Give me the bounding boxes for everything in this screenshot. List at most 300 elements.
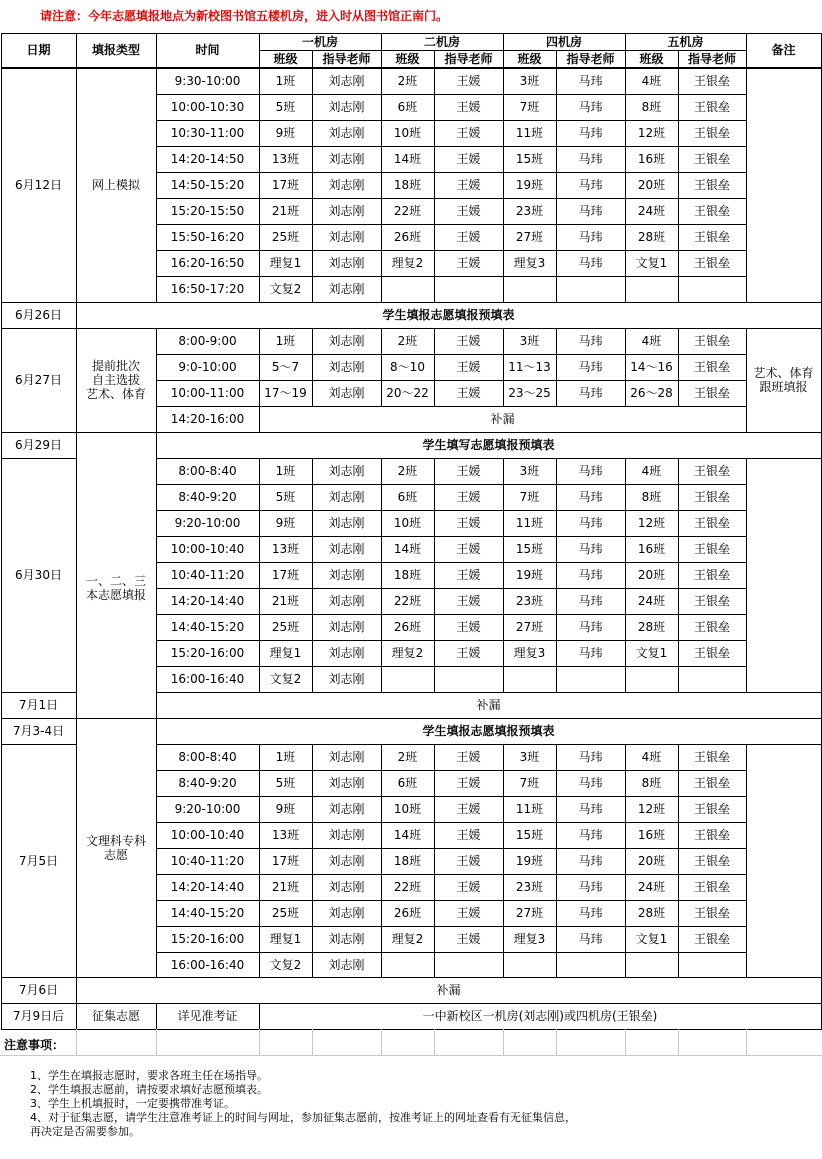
teacher-cell: 马玮 [578, 360, 603, 374]
teacher-cell: 马玮 [578, 464, 603, 478]
class-cell: 理复1 [269, 256, 302, 270]
time-cell: 8:00-9:00 [178, 334, 237, 348]
grid-line [156, 796, 747, 797]
time-cell: 16:50-17:20 [170, 282, 245, 296]
time-cell: 14:50-15:20 [170, 178, 245, 192]
grid-line [503, 33, 504, 303]
grid-line [503, 458, 504, 693]
teacher-cell: 刘志刚 [328, 672, 365, 686]
grid-line [156, 33, 157, 303]
class-cell: 理复3 [513, 256, 546, 270]
class-cell: 理复3 [513, 932, 546, 946]
class-cell: 20～22 [386, 386, 429, 400]
class-cell: 7班 [519, 776, 540, 790]
class-cell: 2班 [397, 750, 418, 764]
teacher-cell: 王媛 [456, 932, 481, 946]
time-cell: 14:20-14:40 [170, 594, 245, 608]
class-cell: 25班 [271, 620, 300, 634]
grid-line [556, 458, 557, 693]
header-room-4: 五机房 [667, 34, 704, 49]
header-class: 班级 [273, 51, 298, 66]
teacher-cell: 王银垒 [693, 464, 730, 478]
class-cell: 9班 [275, 802, 296, 816]
time-cell: 10:30-11:00 [170, 126, 245, 140]
class-cell: 2班 [397, 74, 418, 88]
teacher-cell: 刘志刚 [328, 906, 365, 920]
teacher-cell: 马玮 [578, 516, 603, 530]
teacher-cell: 马玮 [578, 750, 603, 764]
class-cell: 17班 [271, 178, 300, 192]
teacher-cell: 王媛 [456, 854, 481, 868]
teacher-cell: 王银垒 [693, 334, 730, 348]
notice-text: 请注意：今年志愿填报地点为新校图书馆五楼机房，进入时从图书馆正南门。 [40, 9, 449, 23]
grid-line [1, 328, 822, 329]
grid-line [1, 458, 77, 459]
grid-line [1, 692, 77, 693]
grid-line [381, 458, 382, 693]
class-cell: 理复1 [269, 646, 302, 660]
teacher-cell: 王媛 [456, 334, 481, 348]
class-cell: 理复1 [269, 932, 302, 946]
time-cell: 16:00-16:40 [170, 958, 245, 972]
class-cell: 8班 [641, 100, 662, 114]
class-cell: 11班 [515, 802, 544, 816]
grid-line [556, 328, 557, 407]
class-cell [381, 666, 434, 692]
class-cell: 21班 [271, 594, 300, 608]
header-room-3: 四机房 [545, 34, 582, 49]
class-cell: 文复1 [635, 932, 668, 946]
class-cell: 14班 [393, 152, 422, 166]
teacher-cell: 刘志刚 [328, 880, 365, 894]
class-cell: 24班 [637, 880, 666, 894]
header-class: 班级 [639, 51, 664, 66]
type-cell: 提前批次 自主选拔 艺术、体育 [85, 359, 146, 401]
teacher-cell: 马玮 [578, 256, 603, 270]
class-cell: 理复2 [391, 646, 424, 660]
grid-line [156, 744, 822, 745]
grid-line [1, 33, 2, 1030]
grid-line [503, 744, 504, 978]
grid-line [156, 692, 822, 693]
class-cell: 26～28 [630, 386, 673, 400]
time-cell: 15:20-16:00 [170, 646, 245, 660]
grid-line [156, 224, 747, 225]
class-cell: 4班 [641, 334, 662, 348]
grid-line [678, 50, 679, 303]
teacher-cell: 刘志刚 [328, 126, 365, 140]
teacher-cell: 王银垒 [693, 620, 730, 634]
header-class: 班级 [395, 51, 420, 66]
teacher-cell: 王媛 [456, 646, 481, 660]
class-cell: 25班 [271, 906, 300, 920]
banner-cell: 补漏 [490, 412, 515, 426]
teacher-cell: 马玮 [578, 542, 603, 556]
time-cell: 10:00-10:40 [170, 828, 245, 842]
teacher-cell: 王银垒 [693, 750, 730, 764]
grid-line [434, 50, 435, 303]
grid-line [259, 33, 260, 303]
class-cell: 23～25 [508, 386, 551, 400]
grid-line [156, 822, 747, 823]
header-room-1: 一机房 [301, 34, 338, 49]
teacher-cell: 王银垒 [693, 906, 730, 920]
banner-cell: 学生填报志愿填报预填表 [422, 724, 555, 738]
grid-line [156, 640, 747, 641]
faint-grid-line [0, 1055, 822, 1056]
teacher-cell: 王银垒 [693, 74, 730, 88]
class-cell: 1班 [275, 74, 296, 88]
class-cell [625, 276, 678, 302]
teacher-cell: 刘志刚 [328, 360, 365, 374]
banner-cell: 补漏 [476, 698, 501, 712]
faint-grid-line [625, 1029, 626, 1055]
time-cell: 10:40-11:20 [170, 854, 245, 868]
date-cell: 7月6日 [18, 983, 59, 997]
teacher-cell: 王媛 [456, 360, 481, 374]
teacher-cell: 王媛 [456, 594, 481, 608]
teacher-cell: 王银垒 [693, 204, 730, 218]
teacher-cell: 刘志刚 [328, 204, 365, 218]
notes-list [30, 1069, 576, 1139]
grid-line [625, 33, 626, 303]
class-cell: 5班 [275, 490, 296, 504]
class-cell [381, 952, 434, 978]
grid-line [156, 614, 747, 615]
header-date: 日期 [26, 43, 51, 57]
grid-line [156, 146, 747, 147]
class-cell: 24班 [637, 594, 666, 608]
teacher-cell: 王银垒 [693, 802, 730, 816]
grid-line [312, 458, 313, 693]
type-cell: 网上模拟 [91, 178, 140, 192]
note-item: 3、学生上机填报时，一定要携带准考证。 [30, 1097, 235, 1110]
date-cell: 6月29日 [15, 438, 62, 452]
teacher-cell: 刘志刚 [328, 516, 365, 530]
grid-line [259, 1003, 260, 1030]
class-cell: 10班 [393, 516, 422, 530]
grid-line [678, 458, 679, 693]
teacher-cell: 王银垒 [693, 126, 730, 140]
time-cell: 9:0-10:00 [178, 360, 237, 374]
grid-line [156, 120, 747, 121]
time-cell: 10:00-10:30 [170, 100, 245, 114]
time-cell: 14:40-15:20 [170, 620, 245, 634]
teacher-cell: 王银垒 [693, 568, 730, 582]
time-cell: 15:50-16:20 [170, 230, 245, 244]
teacher-cell: 马玮 [578, 880, 603, 894]
teacher-cell: 马玮 [578, 854, 603, 868]
class-cell: 5～7 [271, 360, 300, 374]
teacher-cell: 王媛 [456, 464, 481, 478]
teacher-cell: 刘志刚 [328, 178, 365, 192]
teacher-cell: 刘志刚 [328, 152, 365, 166]
class-cell: 4班 [641, 74, 662, 88]
class-cell: 10班 [393, 126, 422, 140]
detail-cell: 一中新校区一机房(刘志刚)或四机房(王银垒) [422, 1009, 658, 1023]
type-cell: 征集志愿 [91, 1009, 140, 1023]
class-cell: 16班 [637, 542, 666, 556]
teacher-cell: 马玮 [578, 230, 603, 244]
grid-line [156, 510, 747, 511]
class-cell: 21班 [271, 880, 300, 894]
time-cell: 8:40-9:20 [178, 490, 237, 504]
time-cell: 10:40-11:20 [170, 568, 245, 582]
time-cell: 16:20-16:50 [170, 256, 245, 270]
grid-line [156, 250, 747, 251]
time-cell: 14:20-14:50 [170, 152, 245, 166]
class-cell: 11班 [515, 516, 544, 530]
time-cell: 15:20-16:00 [170, 932, 245, 946]
grid-line [156, 952, 747, 953]
teacher-cell: 马玮 [578, 74, 603, 88]
date-cell: 7月1日 [18, 698, 59, 712]
teacher-cell: 王银垒 [693, 932, 730, 946]
class-cell: 17班 [271, 854, 300, 868]
grid-line [678, 744, 679, 978]
class-cell: 18班 [393, 854, 422, 868]
teacher-cell: 刘志刚 [328, 568, 365, 582]
teacher-cell: 王银垒 [693, 490, 730, 504]
faint-grid-line [156, 1029, 157, 1055]
time-cell: 8:40-9:20 [178, 776, 237, 790]
teacher-cell: 刘志刚 [328, 854, 365, 868]
teacher-cell: 王媛 [456, 802, 481, 816]
grid-line [381, 744, 382, 978]
faint-grid-line [381, 1029, 382, 1055]
header-remark: 备注 [771, 43, 796, 57]
class-cell: 28班 [637, 620, 666, 634]
teacher-cell: 刘志刚 [328, 334, 365, 348]
teacher-cell: 刘志刚 [328, 594, 365, 608]
teacher-cell: 刘志刚 [328, 932, 365, 946]
teacher-cell: 王媛 [456, 230, 481, 244]
teacher-cell: 马玮 [578, 620, 603, 634]
teacher-cell: 刘志刚 [328, 74, 365, 88]
grid-line [312, 50, 313, 303]
class-cell: 12班 [637, 516, 666, 530]
grid-line [434, 744, 435, 978]
faint-grid-line [76, 1029, 77, 1055]
grid-line [76, 33, 77, 1030]
teacher-cell: 王银垒 [693, 542, 730, 556]
class-cell: 理复2 [391, 932, 424, 946]
grid-line [556, 50, 557, 303]
class-cell: 15班 [515, 828, 544, 842]
teacher-cell: 王银垒 [693, 152, 730, 166]
teacher-cell: 刘志刚 [328, 256, 365, 270]
teacher-cell: 王银垒 [693, 100, 730, 114]
class-cell: 11～13 [508, 360, 551, 374]
teacher-cell: 刘志刚 [328, 828, 365, 842]
date-cell: 6月27日 [15, 373, 62, 387]
date-cell: 6月12日 [15, 178, 62, 192]
header-time: 时间 [195, 43, 220, 57]
class-cell: 3班 [519, 464, 540, 478]
class-cell: 文复1 [635, 256, 668, 270]
grid-line [381, 33, 382, 303]
note-item: 2、学生填报志愿前，请按要求填好志愿预填表。 [30, 1083, 268, 1096]
note-item: 1、学生在填报志愿时，要求各班主任在场指导。 [30, 1069, 268, 1082]
teacher-cell: 王媛 [456, 256, 481, 270]
grid-line [156, 874, 747, 875]
class-cell: 1班 [275, 334, 296, 348]
faint-grid-line [556, 1029, 557, 1055]
grid-line [434, 458, 435, 693]
grid-line [1, 744, 77, 745]
class-cell: 7班 [519, 490, 540, 504]
grid-line [312, 328, 313, 407]
class-cell: 12班 [637, 802, 666, 816]
header-teacher: 指导老师 [322, 51, 371, 66]
grid-line [156, 328, 157, 978]
class-cell: 16班 [637, 828, 666, 842]
teacher-cell: 王银垒 [693, 828, 730, 842]
time-cell: 9:20-10:00 [174, 802, 241, 816]
date-cell: 7月9日后 [12, 1009, 65, 1023]
teacher-cell: 王银垒 [693, 646, 730, 660]
teacher-cell: 王媛 [456, 568, 481, 582]
teacher-cell: 马玮 [578, 334, 603, 348]
class-cell: 3班 [519, 334, 540, 348]
class-cell: 7班 [519, 100, 540, 114]
grid-line [625, 744, 626, 978]
class-cell: 14～16 [630, 360, 673, 374]
date-cell: 7月5日 [18, 853, 59, 868]
class-cell: 6班 [397, 490, 418, 504]
notes-label: 注意事项： [4, 1038, 65, 1052]
teacher-cell: 王银垒 [693, 854, 730, 868]
time-cell: 10:00-11:00 [170, 386, 245, 400]
time-cell: 16:00-16:40 [170, 672, 245, 686]
time-cell: 8:00-8:40 [178, 464, 237, 478]
teacher-cell: 刘志刚 [328, 230, 365, 244]
teacher-cell: 刘志刚 [328, 620, 365, 634]
grid-line [312, 744, 313, 978]
class-cell: 26班 [393, 906, 422, 920]
grid-line [625, 458, 626, 693]
faint-grid-line [312, 1029, 313, 1055]
class-cell: 22班 [393, 880, 422, 894]
class-cell: 26班 [393, 230, 422, 244]
teacher-cell: 刘志刚 [328, 646, 365, 660]
class-cell: 3班 [519, 74, 540, 88]
banner-cell: 学生填报志愿填报预填表 [382, 308, 515, 322]
time-cell: 14:40-15:20 [170, 906, 245, 920]
class-cell: 13班 [271, 542, 300, 556]
teacher-cell: 马玮 [578, 906, 603, 920]
class-cell: 9班 [275, 516, 296, 530]
grid-line [381, 328, 382, 407]
class-cell: 28班 [637, 230, 666, 244]
teacher-cell: 王媛 [456, 776, 481, 790]
teacher-cell: 刘志刚 [328, 542, 365, 556]
banner-cell: 补漏 [436, 983, 461, 997]
grid-line [678, 328, 679, 407]
class-cell: 文复2 [269, 958, 302, 972]
class-cell: 22班 [393, 594, 422, 608]
grid-line [156, 926, 747, 927]
teacher-cell: 王媛 [456, 74, 481, 88]
class-cell: 27班 [515, 620, 544, 634]
grid-line [259, 328, 260, 433]
grid-line [503, 328, 504, 407]
teacher-cell: 刘志刚 [328, 386, 365, 400]
teacher-cell: 王银垒 [693, 360, 730, 374]
teacher-cell: 马玮 [578, 152, 603, 166]
teacher-cell: 马玮 [578, 932, 603, 946]
type-cell: 文理科专科 志愿 [85, 833, 146, 862]
teacher-cell: 王银垒 [693, 230, 730, 244]
class-cell: 6班 [397, 776, 418, 790]
class-cell: 理复2 [391, 256, 424, 270]
grid-line [156, 406, 747, 407]
teacher-cell: 马玮 [578, 204, 603, 218]
teacher-cell: 王媛 [456, 750, 481, 764]
grid-line [156, 94, 747, 95]
grid-line [156, 536, 747, 537]
class-cell: 5班 [275, 100, 296, 114]
class-cell: 6班 [397, 100, 418, 114]
teacher-cell: 王银垒 [693, 256, 730, 270]
time-cell: 9:20-10:00 [174, 516, 241, 530]
teacher-cell: 王媛 [456, 880, 481, 894]
class-cell: 19班 [515, 854, 544, 868]
date-cell: 6月30日 [15, 568, 62, 582]
grid-line [746, 328, 747, 433]
faint-grid-line [746, 1029, 747, 1055]
class-cell: 27班 [515, 906, 544, 920]
class-cell: 17～19 [264, 386, 307, 400]
class-cell: 1班 [275, 464, 296, 478]
teacher-cell: 刘志刚 [328, 802, 365, 816]
class-cell: 13班 [271, 152, 300, 166]
faint-grid-line [503, 1029, 504, 1055]
teacher-cell: 马玮 [578, 490, 603, 504]
class-cell [625, 952, 678, 978]
teacher-cell: 马玮 [578, 646, 603, 660]
class-cell: 19班 [515, 178, 544, 192]
grid-line [625, 328, 626, 407]
class-cell: 17班 [271, 568, 300, 582]
class-cell: 16班 [637, 152, 666, 166]
teacher-cell: 刘志刚 [328, 776, 365, 790]
class-cell: 2班 [397, 334, 418, 348]
class-cell: 22班 [393, 204, 422, 218]
grid-line [156, 484, 747, 485]
class-cell: 23班 [515, 204, 544, 218]
grid-line [156, 276, 747, 277]
header-teacher: 指导老师 [566, 51, 615, 66]
teacher-cell: 王银垒 [693, 880, 730, 894]
class-cell: 9班 [275, 126, 296, 140]
header-type: 填报类型 [91, 43, 140, 57]
grid-line [156, 588, 747, 589]
teacher-cell: 马玮 [578, 802, 603, 816]
time-cell: 8:00-8:40 [178, 750, 237, 764]
teacher-cell: 马玮 [578, 126, 603, 140]
teacher-cell: 马玮 [578, 776, 603, 790]
teacher-cell: 刘志刚 [328, 100, 365, 114]
class-cell: 8班 [641, 776, 662, 790]
grid-line [1, 1029, 822, 1030]
time-cell: 14:20-14:40 [170, 880, 245, 894]
class-cell: 20班 [637, 178, 666, 192]
teacher-cell: 王银垒 [693, 516, 730, 530]
class-cell: 15班 [515, 542, 544, 556]
class-cell: 10班 [393, 802, 422, 816]
teacher-cell: 刘志刚 [328, 750, 365, 764]
